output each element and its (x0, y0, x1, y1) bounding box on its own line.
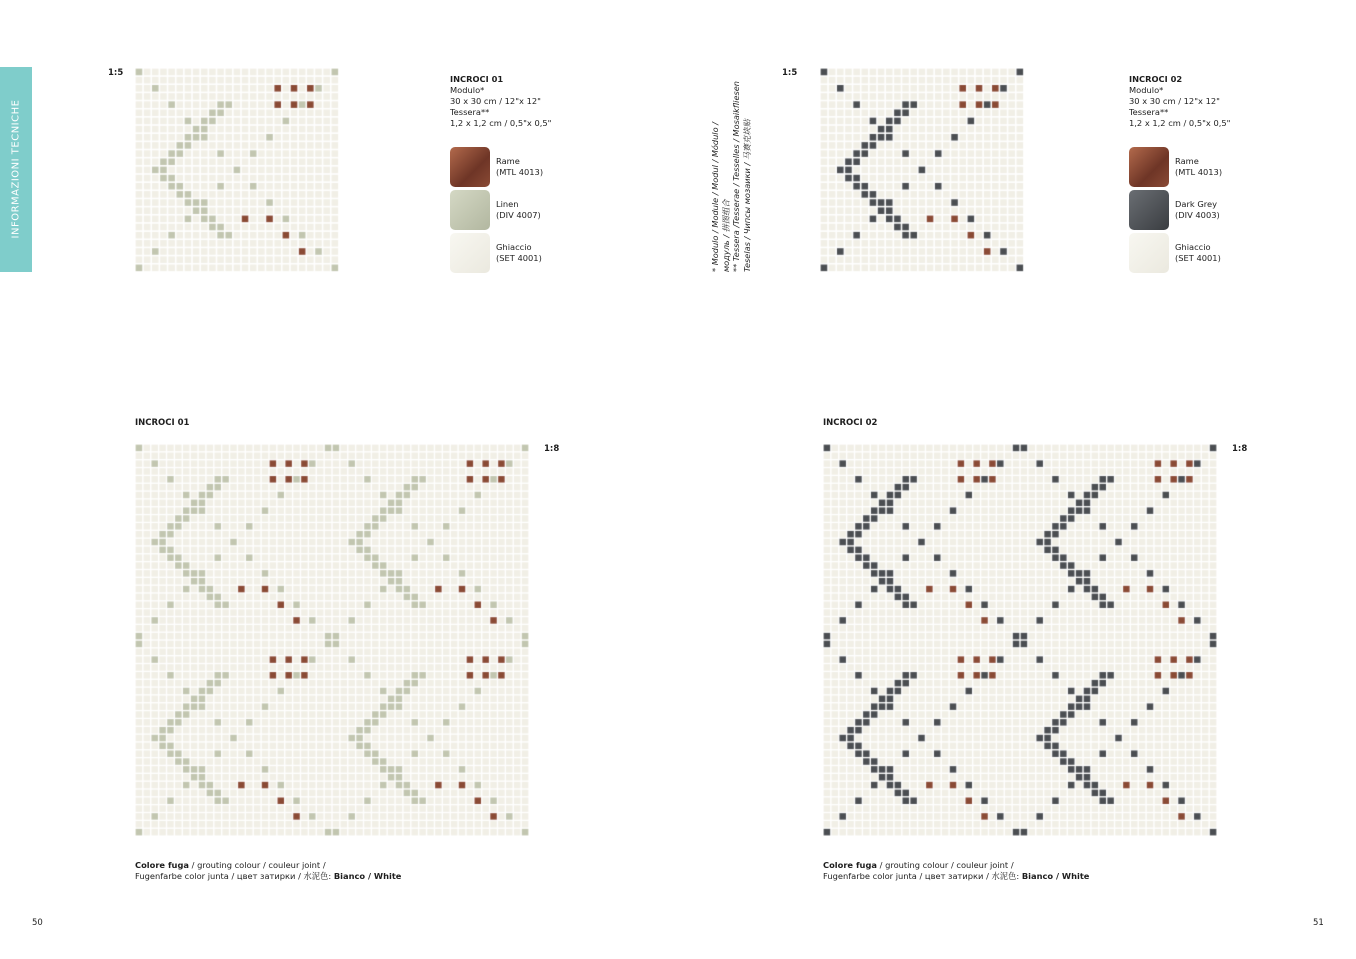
color-swatch-ghiaccio (450, 233, 542, 273)
rame-swatch-icon (1129, 147, 1169, 187)
ghiaccio-swatch-icon (1129, 233, 1169, 273)
swatch-code: (MTL 4013) (496, 167, 544, 177)
module-scale-label: 1:5 (782, 68, 798, 78)
grout-label: Colore fuga (135, 860, 189, 870)
tessera-label: Tessera** (1129, 107, 1169, 117)
swatch-code: (SET 4001) (1175, 253, 1221, 263)
swatch-code: (DIV 4003) (1175, 210, 1220, 220)
incroci-01-spec (450, 74, 552, 129)
swatch-code: (MTL 4013) (1175, 167, 1223, 177)
grout-translations: / grouting colour / couleur joint / (189, 860, 326, 870)
incroci-02-composition-image (823, 444, 1217, 836)
tessera-label: Tessera** (450, 107, 490, 117)
rame-swatch-icon (450, 147, 490, 187)
swatch-name: Rame (496, 156, 520, 166)
grout-translations: Fugenfarbe color junta / цвет затирки / 水泥色: (823, 871, 1022, 881)
linen-swatch-icon (450, 190, 490, 230)
footnote-line: ** Tessera /Tesserae / Tesselles / Mosaikfliesen (731, 81, 741, 272)
incroci-01-module-image (135, 68, 339, 272)
grout-label: Colore fuga (823, 860, 877, 870)
color-swatch-rame (1129, 147, 1222, 187)
grout-colour-note (135, 860, 401, 882)
footnote-vertical (710, 81, 752, 272)
footnote-line: Teselas / Чипсы мозаики / 马赛克块贴 (741, 119, 752, 272)
swatch-name: Ghiaccio (1175, 242, 1211, 252)
tessera-size: 1,2 x 1,2 cm / 0,5"x 0,5" (1129, 118, 1231, 128)
page-number-right: 51 (1313, 918, 1324, 928)
section-tab-label: INFORMAZIONI TECNICHE (10, 99, 22, 239)
color-swatch-linen (450, 190, 541, 230)
grout-value: Bianco / White (1021, 871, 1090, 881)
swatch-code: (DIV 4007) (496, 210, 541, 220)
module-label: Modulo* (450, 85, 485, 95)
grout-translations: Fugenfarbe color junta / цвет затирки / 水泥色: (135, 871, 334, 881)
swatch-name: Ghiaccio (496, 242, 532, 252)
incroci-01-composition-image (135, 444, 529, 836)
tessera-size: 1,2 x 1,2 cm / 0,5"x 0,5" (450, 118, 552, 128)
grout-translations: / grouting colour / couleur joint / (877, 860, 1014, 870)
incroci-02-module-image (820, 68, 1024, 272)
footnote-line: модуль / 拼图组合 (720, 199, 731, 272)
composition-scale-label: 1:8 (544, 444, 560, 454)
color-swatch-dark-grey (1129, 190, 1220, 230)
section-title: INCROCI 01 (135, 418, 190, 428)
page-number-left: 50 (32, 918, 43, 928)
product-name: INCROCI 02 (1129, 74, 1183, 84)
color-swatch-rame (450, 147, 543, 187)
swatch-name: Linen (496, 199, 519, 209)
module-scale-label: 1:5 (108, 68, 124, 78)
grout-colour-note (823, 860, 1089, 882)
product-name: INCROCI 01 (450, 74, 504, 84)
composition-scale-label: 1:8 (1232, 444, 1248, 454)
ghiaccio-swatch-icon (450, 233, 490, 273)
footnote-line: * Modulo / Module / Modul / Módulo / (710, 122, 720, 272)
section-title: INCROCI 02 (823, 418, 878, 428)
dark-grey-swatch-icon (1129, 190, 1169, 230)
swatch-name: Rame (1175, 156, 1199, 166)
module-size: 30 x 30 cm / 12"x 12" (1129, 96, 1220, 106)
color-swatch-ghiaccio (1129, 233, 1221, 273)
swatch-name: Dark Grey (1175, 199, 1217, 209)
incroci-02-spec (1129, 74, 1231, 129)
swatch-code: (SET 4001) (496, 253, 542, 263)
grout-value: Bianco / White (333, 871, 402, 881)
module-size: 30 x 30 cm / 12"x 12" (450, 96, 541, 106)
module-label: Modulo* (1129, 85, 1164, 95)
section-tab (0, 67, 32, 272)
